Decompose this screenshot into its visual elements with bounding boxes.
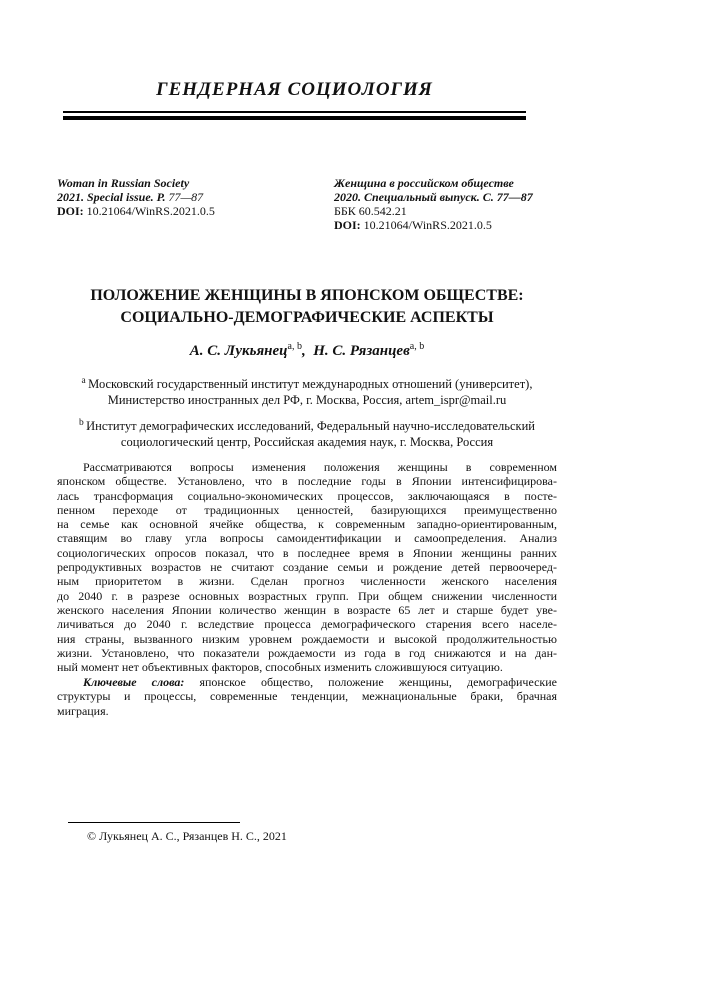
- affiliation-line: $^b$ Институт демографических исследований, Федеральный научно-исследовательский: [79, 418, 535, 434]
- issue-line-ru: 2020. Специальный выпуск. С. 77—87: [334, 190, 533, 204]
- affiliation-marker: b: [79, 418, 87, 428]
- affiliation-marker: a: [81, 376, 89, 386]
- section-header: ГЕНДЕРНАЯ СОЦИОЛОГИЯ: [156, 79, 433, 100]
- abstract-line: Рассматриваются вопросы изменения положения женщины в современном: [83, 460, 557, 474]
- abstract-line: социологических опросов показал, что в последнее время в Японии женщины ранних: [57, 545, 557, 560]
- paper-title: [57, 285, 557, 329]
- paper-title-line-2: СОЦИАЛЬНО-ДЕМОГРАФИЧЕСКИЕ АСПЕКТЫ: [120, 309, 494, 326]
- authors-line: [57, 341, 557, 360]
- abstract-line: женского населения Японии количество женщин в возрасте 65 лет и старше будет уве-: [57, 602, 557, 617]
- abstract: [57, 460, 557, 674]
- copyright-footnote: © Лукьянец А. С., Рязанцев Н. С., 2021: [87, 829, 287, 843]
- abstract-line: личиваться до 2040 г. вследствие процесса демографического старения всего населе-: [57, 617, 557, 632]
- abstract-line: ставящим во главу угла вопросы самоидентификации и самоопределения. Анализ: [57, 531, 557, 546]
- paper-title-line-1: ПОЛОЖЕНИЕ ЖЕНЩИНЫ В ЯПОНСКОМ ОБЩЕСТВЕ:: [90, 287, 524, 304]
- affiliation-b: [57, 416, 557, 450]
- abstract-line: жизни. Установлено, что показатели рождаемости из года в год снижаются и на дан-: [57, 645, 557, 660]
- author-name: А. С. Лукьянец: [189, 343, 288, 359]
- affiliation-line: $^a$ Московский государственный институт международных отношений (университет),: [81, 376, 533, 392]
- footnote-rule: [68, 822, 240, 823]
- doi-line-en: DOI: 10.21064/WinRS.2021.0.5: [57, 204, 215, 218]
- affiliation-line: социологический центр, Российская академия наук, г. Москва, Россия: [120, 434, 494, 449]
- issue-line-en: 2021. Special issue. P. 77—87: [57, 190, 204, 204]
- abstract-line: до 2040 г. в разрезе основных возрастных групп. При общем снижении численности: [57, 588, 557, 603]
- affiliation-a: [57, 374, 557, 408]
- keywords: [57, 675, 557, 718]
- abstract-line: ния страны, вызванного низким уровнем рождаемости и высокой продолжительностью: [57, 631, 557, 646]
- abstract-line: японском обществе. Установлено, что в последние годы в Японии интенсифицирова-: [57, 474, 557, 489]
- journal-title-ru: Женщина в российском обществе: [334, 176, 514, 190]
- abstract-line: пенном переходе от традиционных ценностей, базирующихся преимущественно: [57, 502, 557, 517]
- author-separator: ,: [301, 343, 314, 359]
- header-double-rule: [63, 111, 526, 120]
- abstract-line: на семье как основной ячейке общества, к современным западно-ориентированным,: [57, 517, 557, 532]
- keywords-label: Ключевые слова:: [83, 675, 185, 689]
- abstract-line: репродуктивных возрастов не считают создание семьи и рождение детей первоочеред-: [57, 560, 557, 575]
- keywords-line: миграция.: [57, 703, 109, 718]
- abstract-line: лась трансформация социально-экономических процессов, заключающаяся в посте-: [57, 488, 557, 503]
- author-affiliation-marker: a, b: [409, 341, 425, 352]
- meta-left: [57, 176, 215, 218]
- author-affiliation-marker: a, b: [287, 341, 302, 352]
- keywords-line: Ключевые слова: японское общество, положение женщины, демографические: [83, 675, 557, 689]
- affiliation-line: Министерство иностранных дел РФ, г. Москва, Россия, artem_ispr@mail.ru: [107, 392, 507, 407]
- journal-title-en: Woman in Russian Society: [57, 176, 190, 190]
- bbk-line: ББК 60.542.21: [334, 204, 407, 218]
- keywords-line: структуры и процессы, современные тенденции, межнациональные браки, брачная: [57, 689, 557, 704]
- doi-line-ru: DOI: 10.21064/WinRS.2021.0.5: [334, 218, 492, 232]
- abstract-line: ный момент нет объективных факторов, способных изменить сложившуюся ситуацию.: [57, 660, 503, 675]
- abstract-line: ным приоритетом в жизни. Сделан прогноз численности женского населения: [57, 574, 557, 589]
- author-name: Н. С. Рязанцев: [313, 343, 410, 359]
- meta-right: [334, 176, 533, 232]
